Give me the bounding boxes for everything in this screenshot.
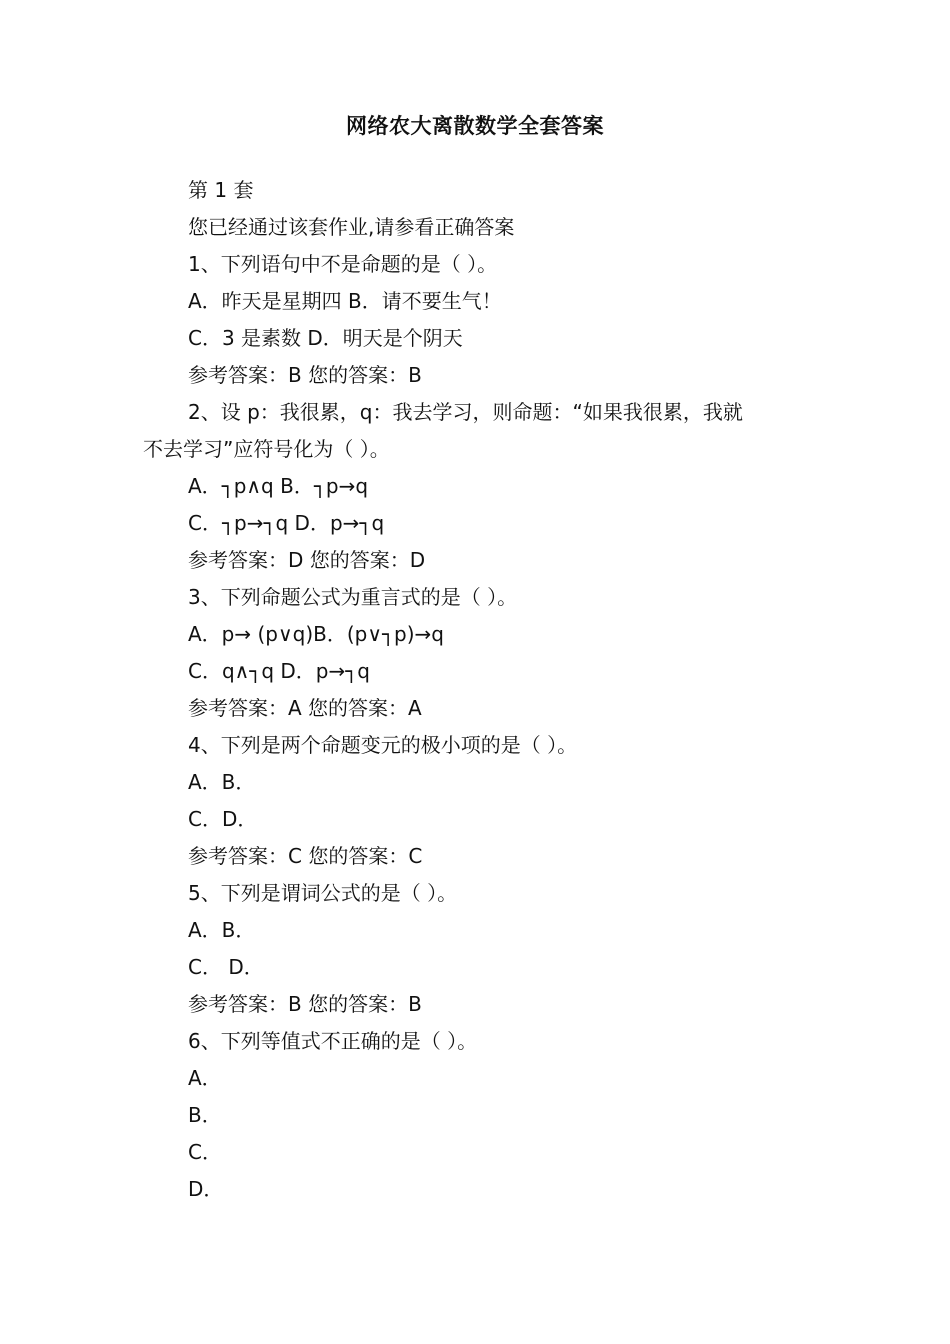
question-1: 1、下列语句中不是命题的是（ ）。	[188, 252, 498, 276]
status-text: 您已经通过该套作业,请参看正确答案	[188, 215, 515, 239]
question-3-options-ab: A．p→ (p∨q)B．(p∨┐p)→q	[188, 622, 444, 646]
question-4-options-cd: C．D．	[188, 807, 258, 831]
question-5-answer: 参考答案：B 您的答案：B	[188, 992, 422, 1016]
question-6-option-d: D．	[188, 1177, 224, 1201]
question-2-options-cd: C．┐p→┐q D．p→┐q	[188, 511, 385, 535]
question-2-line-2: 不去学习”应符号化为（ ）。	[143, 437, 390, 461]
question-5-options-ab: A．B．	[188, 918, 256, 942]
question-4-options-ab: A．B．	[188, 770, 256, 794]
document-title: 网络农大离散数学全套答案	[346, 114, 604, 138]
document-body	[143, 172, 813, 1208]
question-6-option-b: B．	[188, 1103, 222, 1127]
question-3: 3、下列命题公式为重言式的是（ ）。	[188, 585, 518, 609]
question-1-options-ab: A．昨天是星期四 B．请不要生气！	[188, 289, 502, 313]
question-2-options-ab: A．┐p∧q B．┐p→q	[188, 474, 369, 498]
set-heading: 第 1 套	[188, 178, 254, 202]
question-5-options-cd: C． D．	[188, 955, 264, 979]
question-6: 6、下列等值式不正确的是（ ）。	[188, 1029, 478, 1053]
question-1-answer: 参考答案：B 您的答案：B	[188, 363, 422, 387]
question-2-line-1: 2、设 p：我很累，q：我去学习，则命题：“如果我很累，我就	[188, 400, 743, 424]
question-1-options-cd: C．3 是素数 D．明天是个阴天	[188, 326, 463, 350]
question-4-answer: 参考答案：C 您的答案：C	[188, 844, 423, 868]
question-4: 4、下列是两个命题变元的极小项的是（ ）。	[188, 733, 578, 757]
question-5: 5、下列是谓词公式的是（ ）。	[188, 881, 458, 905]
question-3-answer: 参考答案：A 您的答案：A	[188, 696, 422, 720]
question-6-option-a: A．	[188, 1066, 222, 1090]
question-6-option-c: C．	[188, 1140, 222, 1164]
question-3-options-cd: C．q∧┐q D．p→┐q	[188, 659, 370, 683]
question-2-answer: 参考答案：D 您的答案：D	[188, 548, 426, 572]
